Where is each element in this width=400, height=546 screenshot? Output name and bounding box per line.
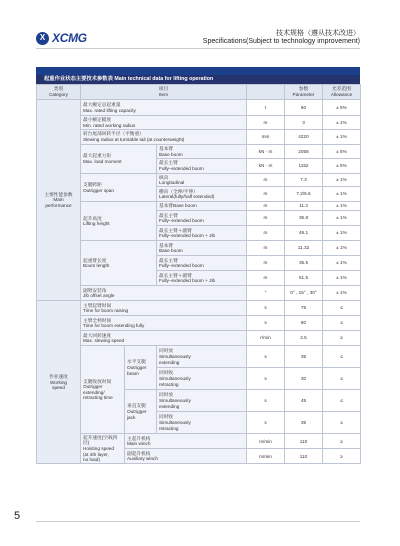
- sub-outrigger-beam: 水平支腿 Outrigger beam: [125, 346, 157, 390]
- value: 60: [285, 100, 323, 116]
- sub-boom-jib: 最长主臂＋副臂 Fully–extended boom + Jib: [157, 271, 247, 286]
- unit: m: [247, 187, 285, 202]
- allowance: ± 1%: [323, 211, 361, 226]
- sub-full-boom: 最长主臂 Fully–extended boom: [157, 256, 247, 271]
- value: 2.5: [285, 331, 323, 346]
- allowance: ≤: [323, 390, 361, 412]
- value: 2058: [285, 145, 323, 159]
- table-row: [37, 331, 361, 346]
- unit: m: [247, 241, 285, 256]
- table-row: [37, 116, 361, 130]
- col-unit: [247, 85, 285, 100]
- item-slewing-speed: 最大回转速度 Max. slewing speed: [81, 331, 247, 346]
- value: 0° , 15° , 30°: [285, 286, 323, 301]
- value: 75: [285, 301, 323, 316]
- allowance: ≤: [323, 316, 361, 331]
- unit: r/min: [247, 331, 285, 346]
- accent-bar: [36, 67, 360, 75]
- value: 110: [285, 449, 323, 464]
- allowance: ± 1%: [323, 241, 361, 256]
- item-boom-extending: 主臂全伸时间 Time for boom extending fully: [81, 316, 247, 331]
- table-row: [37, 202, 361, 211]
- unit: m: [247, 256, 285, 271]
- allowance: ± 1%: [323, 174, 361, 187]
- allowance: ± 1%: [323, 271, 361, 286]
- allowance: ± 1%: [323, 116, 361, 130]
- sub-aux-winch: 副起升机构 Auxiliary winch: [125, 449, 247, 464]
- allowance: ± 1%: [323, 202, 361, 211]
- sub-sim-extending: 同时放 Simultaneously extending: [157, 390, 247, 412]
- value: 7.2/5.6: [285, 187, 323, 202]
- unit: kN · m: [247, 159, 285, 174]
- allowance: ± 1%: [323, 256, 361, 271]
- value: 35.8: [285, 211, 323, 226]
- allowance: ± 5%: [323, 159, 361, 174]
- col-parameter: 参数 Parameter: [285, 85, 323, 100]
- unit: m: [247, 271, 285, 286]
- item-hoisting-speed: 起升速度(空载四层) Hoisting speed (at 4th layer, no load): [81, 434, 125, 464]
- item-load-moment: 最大起重力矩 Max. load moment: [81, 145, 157, 174]
- unit: m: [247, 116, 285, 130]
- unit: s: [247, 412, 285, 434]
- header-divider: [36, 48, 360, 49]
- lifting-data-table: [36, 84, 361, 464]
- sub-full-boom: 最长主臂 Fully–extended boom: [157, 159, 247, 174]
- item-boom-length: 起重臂长度 Boom length: [81, 241, 157, 286]
- unit: m: [247, 211, 285, 226]
- allowance: ± 1%: [323, 226, 361, 241]
- table-title: 起重作业状态主要技术参数表 Main technical data for lifting operation: [36, 75, 360, 84]
- item-jib-offset: 副臂安装角 Jib offset angle: [81, 286, 247, 301]
- xcmg-emblem-icon: X: [36, 32, 49, 45]
- unit: s: [247, 346, 285, 368]
- sub-base-boom: 基本臂 Base boom: [157, 241, 247, 256]
- item-tail-radius: 转台尾部回转半径（平衡重） Slewing radius at turntable tail (at counterweight): [81, 130, 247, 145]
- value: 110: [285, 434, 323, 449]
- allowance: ≤: [323, 412, 361, 434]
- page-number: 5: [14, 510, 21, 522]
- sub-longitudinal: 纵向 Longitudinal: [157, 174, 247, 187]
- value: 11.32: [285, 241, 323, 256]
- table-row: [37, 301, 361, 316]
- item-lifting-height: 起升高度 Lifting height: [81, 202, 157, 241]
- table-row: [37, 346, 361, 368]
- value: 4220: [285, 130, 323, 145]
- unit: s: [247, 368, 285, 390]
- unit: mm: [247, 130, 285, 145]
- sub-base-boom: 基本臂Base boom: [157, 202, 247, 211]
- table-row: [37, 286, 361, 301]
- value: 1152: [285, 159, 323, 174]
- value: 49.1: [285, 226, 323, 241]
- allowance: ± 1%: [323, 286, 361, 301]
- unit: m: [247, 226, 285, 241]
- value: 3: [285, 116, 323, 130]
- value: 35.5: [285, 256, 323, 271]
- sub-lateral: 横向（全伸/半伸） Lateral(fully/half extended): [157, 187, 247, 202]
- table-row: [37, 145, 361, 159]
- col-category: 类别 Category: [37, 85, 81, 100]
- table-row: [37, 100, 361, 116]
- item-outrigger-span: 支腿跨距 Outrigger span: [81, 174, 157, 202]
- unit: m: [247, 174, 285, 187]
- unit: m: [247, 202, 285, 211]
- value: 45: [285, 390, 323, 412]
- allowance: ≤: [323, 301, 361, 316]
- sub-outrigger-jack: 垂直支腿 Outrigger jack: [125, 390, 157, 434]
- allowance: ± 1%: [323, 187, 361, 202]
- allowance: ≤: [323, 368, 361, 390]
- table-row: [37, 434, 361, 449]
- sub-sim-retracting: 同时收 Simultaneously retracting: [157, 368, 247, 390]
- unit: m/min: [247, 434, 285, 449]
- allowance: ≥: [323, 331, 361, 346]
- allowance: ± 1%: [323, 130, 361, 145]
- unit: s: [247, 301, 285, 316]
- header-title-en: Specifications(Subject to technology improvement): [202, 38, 360, 45]
- sub-sim-extending: 同时放 Simultaneously extending: [157, 346, 247, 368]
- table-row: [37, 241, 361, 256]
- value: 30: [285, 368, 323, 390]
- value: 11.3: [285, 202, 323, 211]
- allowance: ≤: [323, 346, 361, 368]
- value: 51.5: [285, 271, 323, 286]
- col-item: 项目 Item: [81, 85, 247, 100]
- table-row: [37, 130, 361, 145]
- unit: m/min: [247, 449, 285, 464]
- unit: kN · m: [247, 145, 285, 159]
- value: 80: [285, 316, 323, 331]
- brand-name: XCMG: [52, 31, 87, 45]
- sub-base-boom: 基本臂 Base boom: [157, 145, 247, 159]
- item-radius: 最小额定幅度 Min. rated working radius: [81, 116, 247, 130]
- value: 7.3: [285, 174, 323, 187]
- table-row: [37, 316, 361, 331]
- category-main-performance: 主要性能参数 Main performance: [37, 100, 81, 301]
- col-allowance: 允差范围 Allowance: [323, 85, 361, 100]
- value: 35: [285, 412, 323, 434]
- allowance: ≥: [323, 449, 361, 464]
- table-header-row: [37, 85, 361, 100]
- sub-main-winch: 主起升机构 Main winch: [125, 434, 247, 449]
- allowance: ≥: [323, 434, 361, 449]
- allowance: ± 5%: [323, 100, 361, 116]
- footer-divider: [36, 521, 360, 522]
- xcmg-logo: [36, 31, 87, 45]
- unit: s: [247, 390, 285, 412]
- category-working-speed: 作业速度 Working speed: [37, 301, 81, 464]
- sub-sim-retracting: 同时收 Simultaneously retracting: [157, 412, 247, 434]
- sub-full-boom: 最长主臂 Fully–extended boom: [157, 211, 247, 226]
- allowance: ± 5%: [323, 145, 361, 159]
- header-title-cn: 技术规格（遵从技术改进）: [276, 30, 360, 37]
- unit: °: [247, 286, 285, 301]
- table-row: [37, 174, 361, 187]
- item-outrigger-time: 支腿收放时间 Outrigger extending/ retracting time: [81, 346, 125, 434]
- unit: t: [247, 100, 285, 116]
- value: 35: [285, 346, 323, 368]
- unit: s: [247, 316, 285, 331]
- sub-boom-jib: 最长主臂＋副臂 Fully–extended boom + Jib: [157, 226, 247, 241]
- item-boom-raising: 主臂起臂时间 Time for boom raising: [81, 301, 247, 316]
- item-capacity: 最大额定总起重量 Max. rated lifting capacity: [81, 100, 247, 116]
